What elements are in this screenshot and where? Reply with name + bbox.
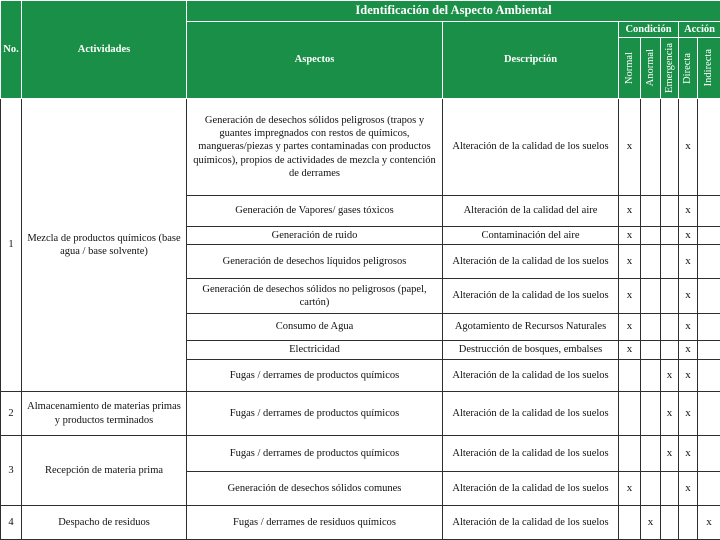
anormal-mark: x	[641, 506, 661, 540]
anormal-mark	[641, 341, 661, 360]
indirecta-mark	[698, 314, 720, 341]
indirecta-mark	[698, 196, 720, 227]
table-row	[1, 392, 720, 436]
directa-mark: x	[679, 99, 698, 196]
indirecta-mark	[698, 245, 720, 279]
directa-mark: x	[679, 196, 698, 227]
indirecta-mark	[698, 279, 720, 314]
emergencia-mark: x	[661, 436, 679, 472]
activity-name: Almacenamiento de materias primas y productos terminados	[22, 392, 187, 436]
description-cell: Agotamiento de Recursos Naturales	[443, 314, 619, 341]
header-directa: Directa	[682, 52, 694, 84]
activity-number: 3	[1, 436, 22, 506]
header-actividades: Actividades	[22, 1, 187, 99]
normal-mark: x	[619, 245, 641, 279]
aspect-cell: Generación de desechos sólidos no peligrosos (papel, cartón)	[187, 279, 443, 314]
aspect-cell: Electricidad	[187, 341, 443, 360]
anormal-mark	[641, 314, 661, 341]
anormal-mark	[641, 196, 661, 227]
table-row	[1, 436, 720, 472]
description-cell: Alteración de la calidad de los suelos	[443, 245, 619, 279]
normal-mark	[619, 392, 641, 436]
header-aspectos: Aspectos	[187, 22, 443, 99]
directa-mark: x	[679, 360, 698, 392]
normal-mark: x	[619, 196, 641, 227]
aspect-cell: Fugas / derrames de residuos químicos	[187, 506, 443, 540]
indirecta-mark	[698, 472, 720, 506]
header-condicion: Condición	[619, 22, 679, 38]
directa-mark: x	[679, 472, 698, 506]
indirecta-mark	[698, 99, 720, 196]
aspect-cell: Fugas / derrames de productos químicos	[187, 392, 443, 436]
emergencia-mark	[661, 99, 679, 196]
normal-mark: x	[619, 314, 641, 341]
aspect-cell: Generación de desechos sólidos peligrosos (trapos y guantes impregnados con restos de químicos, mangueras/piezas y partes contaminadas con productos químicos), propios de actividades de mezcla y contención de derrames	[187, 99, 443, 196]
normal-mark	[619, 506, 641, 540]
emergencia-mark	[661, 472, 679, 506]
emergencia-mark	[661, 314, 679, 341]
aspect-cell: Consumo de Agua	[187, 314, 443, 341]
description-cell: Destrucción de bosques, embalses	[443, 341, 619, 360]
header-accion: Acción	[679, 22, 720, 38]
aspect-cell: Generación de desechos líquidos peligrosos	[187, 245, 443, 279]
aspect-cell: Fugas / derrames de productos químicos	[187, 436, 443, 472]
aspect-cell: Generación de desechos sólidos comunes	[187, 472, 443, 506]
indirecta-mark	[698, 360, 720, 392]
emergencia-mark	[661, 227, 679, 245]
activity-name: Recepción de materia prima	[22, 436, 187, 506]
emergencia-mark	[661, 196, 679, 227]
normal-mark: x	[619, 99, 641, 196]
indirecta-mark	[698, 436, 720, 472]
directa-mark: x	[679, 436, 698, 472]
normal-mark	[619, 360, 641, 392]
table-row	[1, 506, 720, 540]
normal-mark: x	[619, 279, 641, 314]
aspect-cell: Generación de ruido	[187, 227, 443, 245]
aspect-cell: Fugas / derrames de productos químicos	[187, 360, 443, 392]
directa-mark: x	[679, 245, 698, 279]
directa-mark: x	[679, 227, 698, 245]
header-indirecta: Indirecta	[703, 49, 715, 87]
description-cell: Alteración de la calidad de los suelos	[443, 360, 619, 392]
description-cell: Alteración de la calidad de los suelos	[443, 392, 619, 436]
anormal-mark	[641, 360, 661, 392]
indirecta-mark	[698, 341, 720, 360]
header-anormal: Anormal	[644, 49, 656, 87]
normal-mark: x	[619, 227, 641, 245]
indirecta-mark: x	[698, 506, 720, 540]
anormal-mark	[641, 472, 661, 506]
anormal-mark	[641, 392, 661, 436]
directa-mark: x	[679, 314, 698, 341]
directa-mark	[679, 506, 698, 540]
emergencia-mark	[661, 245, 679, 279]
description-cell: Alteración de la calidad de los suelos	[443, 436, 619, 472]
description-cell: Alteración de la calidad de los suelos	[443, 472, 619, 506]
table-row	[1, 99, 720, 196]
directa-mark: x	[679, 279, 698, 314]
emergencia-mark	[661, 341, 679, 360]
header-normal: Normal	[623, 51, 635, 85]
anormal-mark	[641, 279, 661, 314]
emergencia-mark	[661, 279, 679, 314]
emergencia-mark: x	[661, 392, 679, 436]
indirecta-mark	[698, 392, 720, 436]
aspect-cell: Generación de Vapores/ gases tóxicos	[187, 196, 443, 227]
normal-mark: x	[619, 472, 641, 506]
directa-mark: x	[679, 392, 698, 436]
header-emergencia: Emergencia	[664, 43, 675, 93]
activity-number: 4	[1, 506, 22, 540]
table-title: Identificación del Aspecto Ambiental	[187, 1, 720, 22]
anormal-mark	[641, 245, 661, 279]
activity-number: 2	[1, 392, 22, 436]
anormal-mark	[641, 99, 661, 196]
description-cell: Alteración de la calidad de los suelos	[443, 99, 619, 196]
header-no: No.	[1, 1, 22, 99]
activity-name: Mezcla de productos químicos (base agua / base solvente)	[22, 99, 187, 392]
directa-mark: x	[679, 341, 698, 360]
emergencia-mark	[661, 506, 679, 540]
header-descripcion: Descripción	[443, 22, 619, 99]
anormal-mark	[641, 436, 661, 472]
activity-name: Despacho de residuos	[22, 506, 187, 540]
description-cell: Alteración de la calidad de los suelos	[443, 279, 619, 314]
anormal-mark	[641, 227, 661, 245]
description-cell: Alteración de la calidad de los suelos	[443, 506, 619, 540]
activity-number: 1	[1, 99, 22, 392]
indirecta-mark	[698, 227, 720, 245]
normal-mark	[619, 436, 641, 472]
description-cell: Alteración de la calidad del aire	[443, 196, 619, 227]
description-cell: Contaminación del aire	[443, 227, 619, 245]
emergencia-mark: x	[661, 360, 679, 392]
normal-mark: x	[619, 341, 641, 360]
